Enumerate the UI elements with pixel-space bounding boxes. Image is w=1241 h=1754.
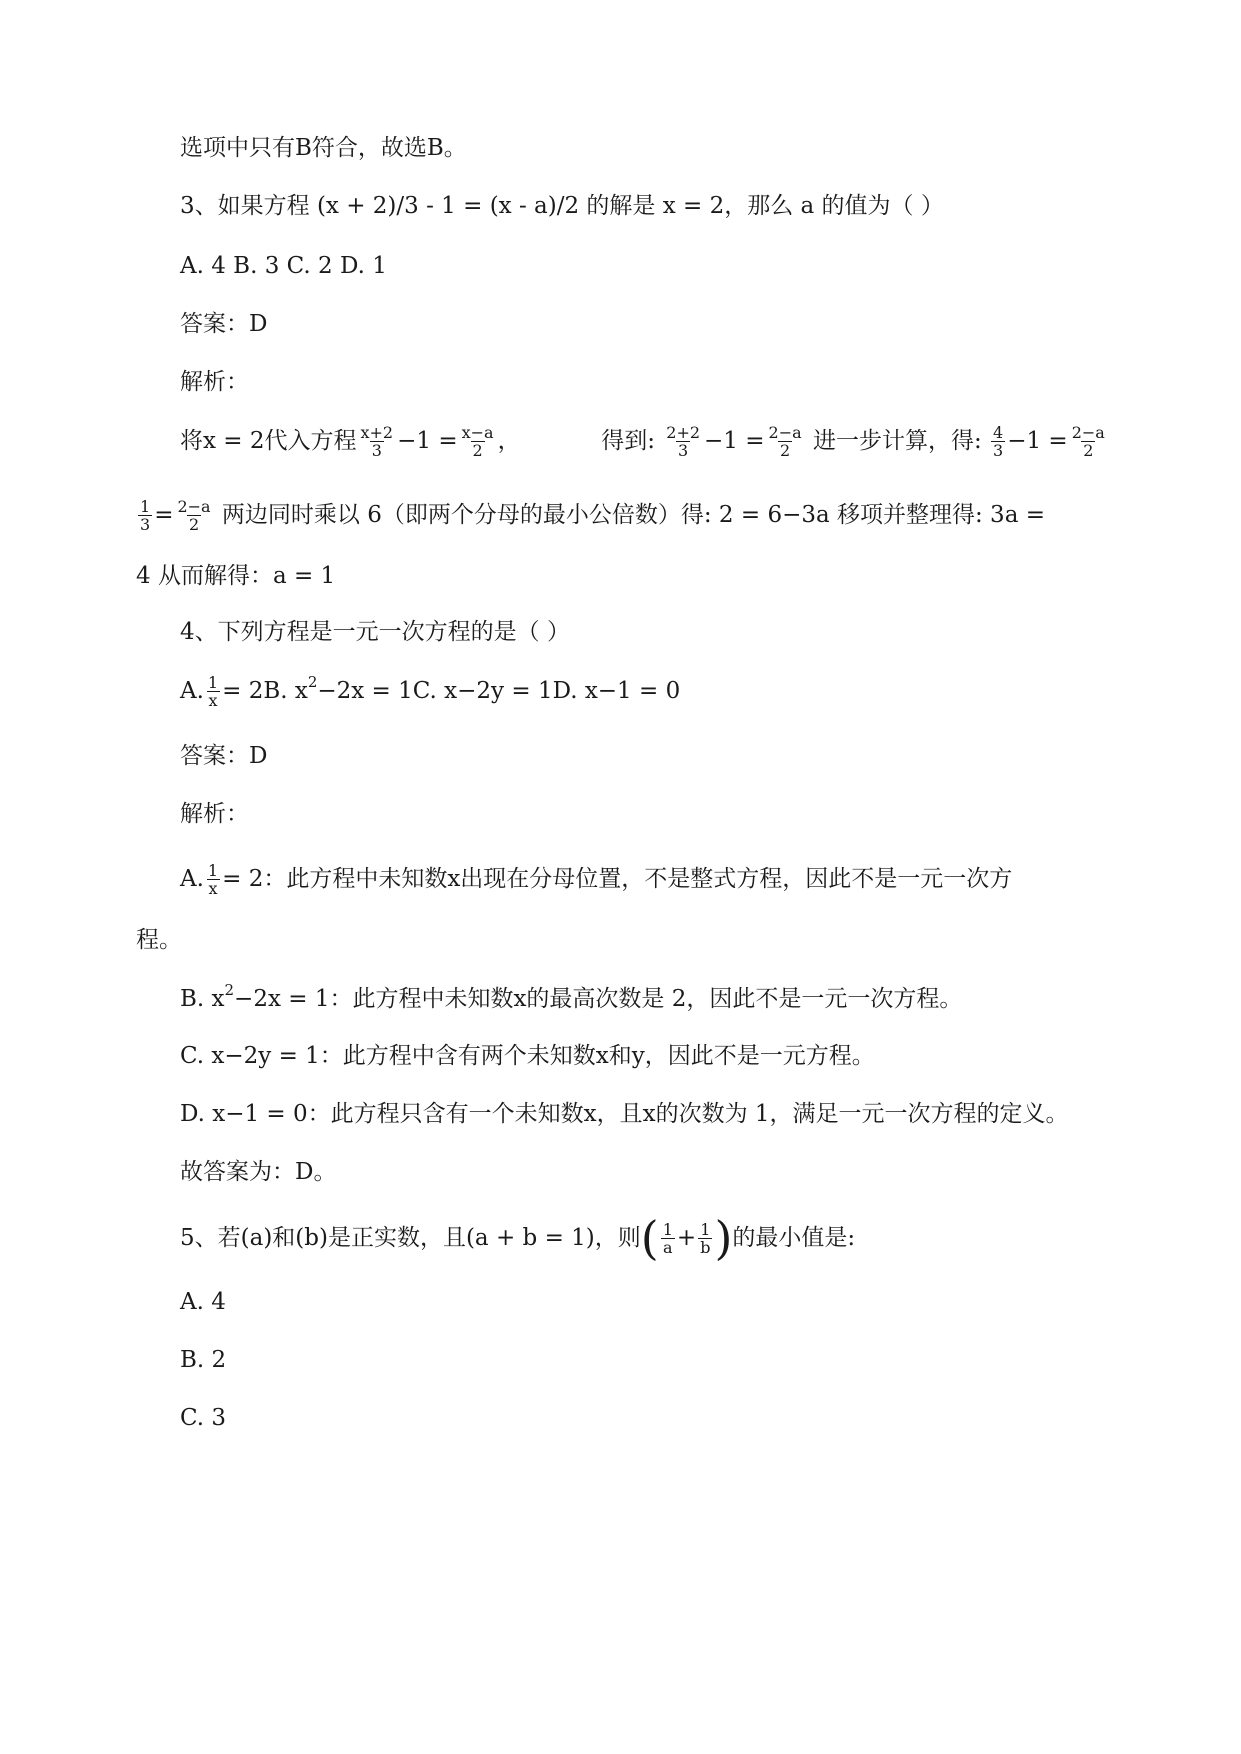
question-4-answer: 答案：D — [180, 743, 268, 769]
analysis-text: B. x — [180, 986, 225, 1012]
analysis-text: −1 = — [397, 428, 458, 454]
denominator: a — [663, 1237, 673, 1257]
analysis-text: 两边同时乘以 6（即两个分母的最小公倍数）得: 2 = 6−3a 移项并整理得: 3a = — [221, 502, 1045, 528]
option-text: −2x = 1C. x−2y = 1D. x−1 = 0 — [317, 678, 681, 704]
denominator: 3 — [140, 514, 151, 534]
numerator: 2−a — [1071, 422, 1105, 442]
question-4-analysis-a-cont: 程。 — [136, 927, 182, 953]
question-3-stem: 3、如果方程 (x + 2)/3 - 1 = (x - a)/2 的解是 x = 2，那么 a 的值为（ ） — [180, 193, 944, 219]
fraction — [138, 498, 152, 533]
fraction — [767, 424, 804, 459]
numerator: 1 — [207, 860, 219, 880]
question-4-analysis-b — [180, 980, 1241, 1017]
question-3-analysis-line-3: 4 从而解得：a = 1 — [136, 563, 336, 589]
numerator: 4 — [993, 422, 1004, 442]
fraction — [460, 424, 496, 459]
analysis-text: −1 = — [704, 428, 765, 454]
analysis-text: = — [154, 502, 174, 528]
numerator: x+2 — [360, 422, 394, 442]
analysis-text: −1 = — [1007, 428, 1068, 454]
superscript: 2 — [307, 673, 318, 691]
question-5-stem — [180, 1211, 1241, 1265]
analysis-text: A. — [180, 866, 204, 892]
numerator: 1 — [140, 496, 151, 516]
question-4-analysis-c: C. x−2y = 1：此方程中含有两个未知数x和y，因此不是一元方程。 — [180, 1043, 875, 1069]
analysis-text: ， — [497, 428, 521, 454]
fraction — [1070, 424, 1107, 459]
right-paren: ) — [714, 1211, 733, 1265]
left-paren: ( — [640, 1211, 659, 1265]
question-4-analysis-label: 解析： — [180, 801, 249, 827]
denominator: x — [208, 690, 218, 710]
question-5-option-a: A. 4 — [180, 1289, 226, 1315]
text-line: 选项中只有B符合，故选B。 — [180, 135, 467, 161]
question-3-options: A. 4 B. 3 C. 2 D. 1 — [180, 253, 387, 279]
denominator: b — [700, 1237, 711, 1257]
question-3-analysis-line-1 — [180, 422, 1241, 459]
fraction — [698, 1221, 712, 1256]
question-4-analysis-a — [180, 860, 1241, 897]
denominator: 2 — [188, 514, 200, 534]
question-4-stem: 4、下列方程是一元一次方程的是（ ） — [180, 619, 570, 645]
question-4-conclusion: 故答案为：D。 — [180, 1159, 337, 1185]
option-text: = 2B. x — [222, 678, 308, 704]
numerator: 2−a — [768, 422, 802, 442]
denominator: 3 — [678, 440, 689, 460]
question-5-option-b: B. 2 — [180, 1347, 227, 1373]
denominator: 3 — [993, 440, 1004, 460]
fraction — [175, 498, 212, 533]
analysis-text: = 2：此方程中未知数x出现在分母位置，不是整式方程，因此不是一元一次方 — [222, 866, 1013, 892]
denominator: 2 — [1083, 440, 1094, 460]
denominator: 3 — [371, 440, 382, 460]
plus-sign: + — [676, 1225, 697, 1251]
option-text: A. — [180, 678, 204, 704]
question-5-option-c: C. 3 — [180, 1405, 227, 1431]
analysis-text: 将x = 2代入方程 — [180, 428, 357, 454]
analysis-text: −2x = 1：此方程中未知数x的最高次数是 2，因此不是一元一次方程。 — [234, 986, 963, 1012]
fraction — [664, 424, 702, 459]
fraction — [206, 674, 220, 709]
question-text: 的最小值是: — [732, 1225, 856, 1251]
fraction — [206, 862, 220, 897]
analysis-text: 得到: — [601, 428, 655, 454]
denominator: 2 — [472, 440, 483, 460]
numerator: 1 — [207, 672, 219, 692]
numerator: 1 — [700, 1219, 711, 1239]
analysis-text: 进一步计算，得: — [812, 428, 982, 454]
fraction — [359, 424, 396, 459]
fraction — [991, 424, 1005, 459]
fraction — [661, 1221, 675, 1256]
question-text: 5、若(a)和(b)是正实数，且(a + b = 1)，则 — [180, 1225, 641, 1251]
question-4-options — [180, 672, 1241, 709]
question-3-analysis-line-2 — [136, 496, 1241, 533]
numerator: 2+2 — [666, 422, 701, 442]
denominator: 2 — [780, 440, 791, 460]
denominator: x — [208, 878, 218, 898]
numerator: x−a — [461, 422, 494, 442]
superscript: 2 — [224, 981, 235, 999]
question-3-answer: 答案：D — [180, 311, 268, 337]
question-3-analysis-label: 解析： — [180, 369, 249, 395]
question-4-analysis-d: D. x−1 = 0：此方程只含有一个未知数x，且x的次数为 1，满足一元一次方程的定义。 — [180, 1101, 1069, 1127]
numerator: 2−a — [177, 496, 211, 516]
numerator: 1 — [662, 1219, 673, 1239]
